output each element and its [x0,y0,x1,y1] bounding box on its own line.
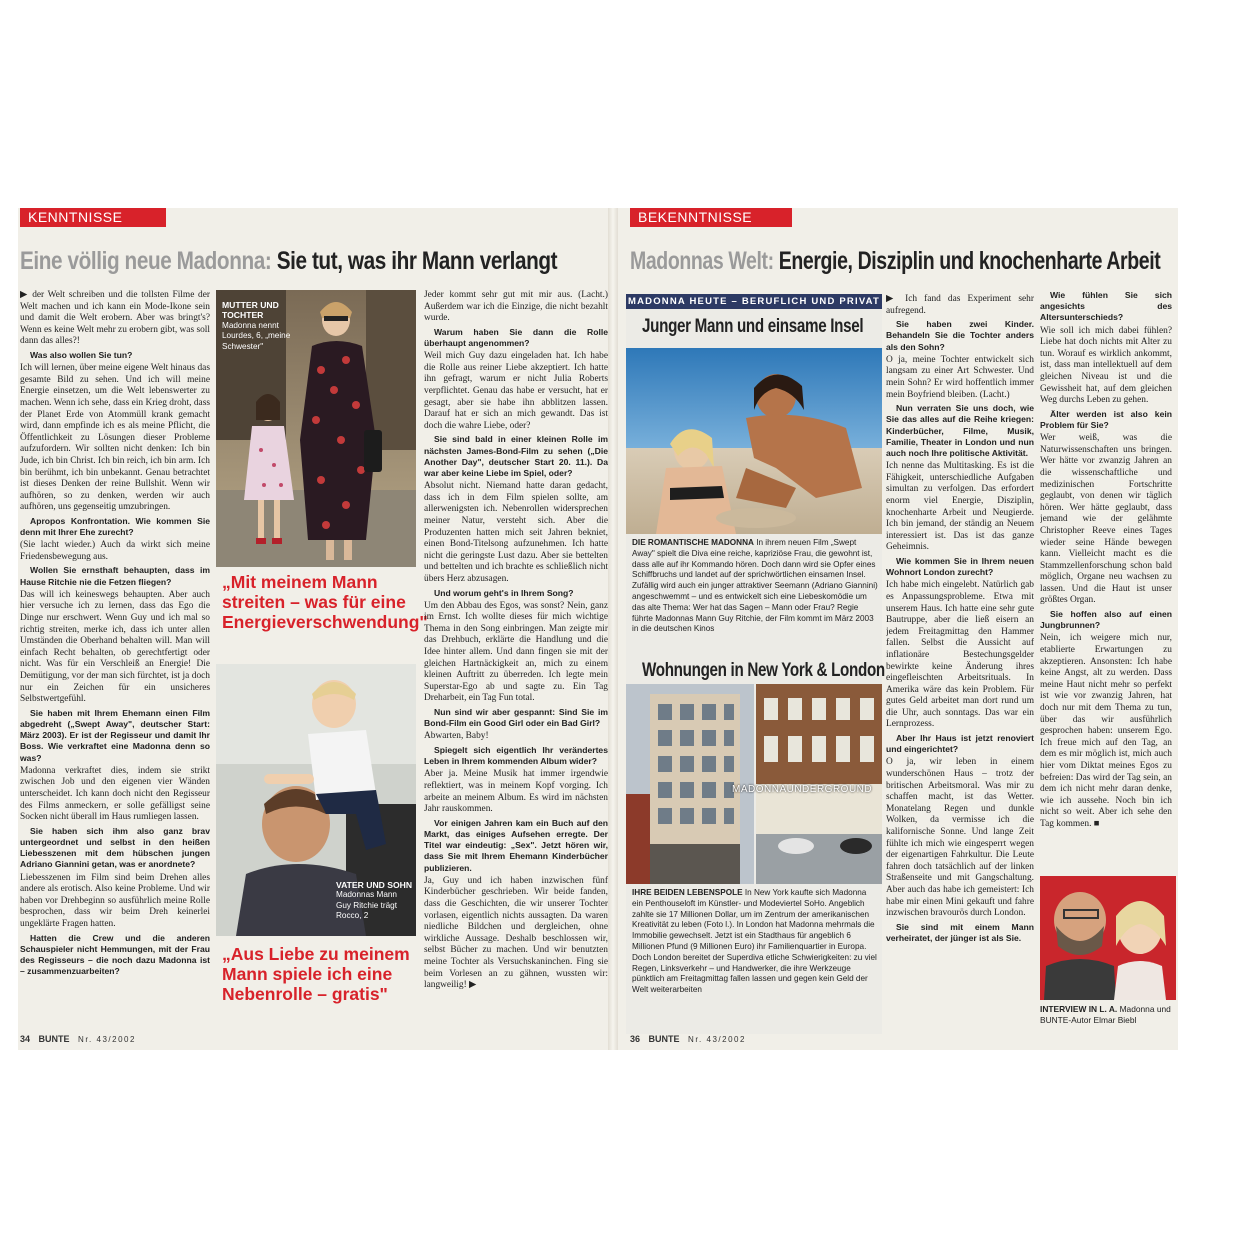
interview-question: Sie haben mit Ihrem Ehemann einen Film abgedreht („Swept Away", deutscher Start: März 2003). Er ist der Regisseur und damit Ihr Boss. Wie verkraftet eine Madonna denn so was? [20,707,210,763]
section-kicker: BEKENNTNISSE [630,208,792,227]
photo1-caption-text: Madonna nennt Lourdes, 6, „meine Schwester" [222,320,291,351]
interview-answer: Aber ja. Meine Musik hat immer irgendwie reflektiert, was in meinem Kopf vorging. Ich arbeite an meinem Album. Es wird im nächsten Jahr rauskommen. [424,769,608,815]
interview-caption [1040,1004,1176,1026]
text-column-3 [1040,290,1172,870]
box-caption-2-text: In New York kaufte sich Madonna ein Penthouseloft im Künstler- und Modeviertel SoHo. Angeblich zahlte sie 17 Millionen Dollar, um im Zentrum der amerikanischen Kreativität zu leben (Foto l.). In London hat Madonna mehrmals die Immobilie gewechselt. Jetzt ist ein Stadthaus für angeblich 6 Millionen Pfund (9 Millionen Euro) ihr Familienquartier in Europa. Doch London bereitet der Superdiva etliche Schwierigkeiten: zu viel Regen, Linksverkehr – und Handwerker, die ihre Werkzeuge pünktlich am Freitagmittag fallen lassen und gegen kein Geld der Welt weiterarbeiten [632,888,877,995]
spread-gutter [608,208,618,1050]
interview-answer: Weil mich Guy dazu eingeladen hat. Ich habe die Rolle aus reiner Liebe akzeptiert. Ich hatte ihn gefragt, warum er nicht Julia Roberts verpflichtet. Genau das habe er versucht, hat er gesagt, aber sie habe ihn abblitzen lassen. Darauf hat er sich an mich gewandt. Das ist doch die wahre Liebe, oder? [424,351,608,431]
folio-magazine: BUNTE [648,1034,680,1044]
interview-answer: O ja, meine Tochter entwickelt sich langsam zu einer Art Schwester. Und mein Sohn? Er wird hoffentlich immer mein Boyfriend bleiben. (Lacht.) [886,354,1034,400]
interview-question: Vor einigen Jahren kam ein Buch auf den Markt, das einiges Aufsehen erregte. Der Titel war eindeutig: „Sex". Jetzt hören wir, dass Sie mit Ihrem Ehemann Kinderbücher publizieren. [424,817,608,873]
box-subhead-2: Wohnungen in New York & London [642,660,885,681]
page-headline [20,246,557,276]
text-column-1 [20,290,210,1030]
interview-question: Sie sind mit einem Mann verheiratet, der jünger ist als Sie. [886,921,1034,943]
interview-question: Warum haben Sie dann die Rolle überhaupt angenommen? [424,326,608,348]
magazine-spread [18,208,1178,1050]
folio-issue: Nr. 43/2002 [688,1035,746,1044]
interview-question: Wie kommen Sie in Ihrem neuen Wohnort London zurecht? [886,555,1034,578]
interview-question: Nun verraten Sie uns doch, wie Sie das alles auf die Reihe kriegen: Kinderbücher, Filme, Musik, Familie, Theater in London und nun auch noch Ihre politische Aktivität. [886,403,1034,458]
interview-question: Aber Ihr Haus ist jetzt renoviert und eingerichtet? [886,733,1034,755]
interview-answer: (Sie lacht wieder.) Auch da wirkt sich meine Friedensbewegung aus. [20,540,210,562]
photo-father-son [216,664,416,936]
interview-question: Hatten die Crew und die anderen Schauspieler nicht Hemmungen, mit der Frau des Regisseurs – die noch dazu Madonna ist – zusammenzuarbeiten? [20,932,210,977]
box-caption-1-lead: DIE ROMANTISCHE MADONNA [632,538,754,547]
photo-interview [1040,876,1176,1000]
photo-beach-scene [626,348,882,534]
interview-question: Sie sind bald in einer kleinen Rolle im nächsten James-Bond-Film zu sehen („Die Another Day", deutscher Start 20. 11.). Da war aber keine Liebe im Spiel, oder? [424,434,608,478]
interview-question: Apropos Konfrontation. Wie kommen Sie denn mit Ihrer Ehe zurecht? [20,515,210,538]
interview-question: Sie haben sich ihm also ganz brav untergeordnet und selbst in den heißen Liebesszenen mit dem hübschen jungen Adriano Giannini getan, was er anordnete? [20,825,210,870]
folio-page-number: 34 [20,1034,31,1044]
interview-question: Und worum geht's in Ihrem Song? [434,587,574,598]
interview-answer: Jeder kommt sehr gut mit mir aus. (Lacht.) Außerdem war ich die Einzige, die nicht bezahlt wurde. [424,290,608,324]
photo-mother-daughter [216,290,416,567]
page-folio-left [20,1034,136,1044]
interview-question: Spiegelt sich eigentlich Ihr verändertes Leben in Ihrem kommenden Album wider? [424,745,608,767]
interview-question: Wie fühlen Sie sich angesichts des Altersunterschieds? [1040,290,1172,323]
watermark: MADONNAUNDERGROUND [732,784,873,795]
section-kicker: KENNTNISSE [20,208,166,227]
headline-dark-part: Energie, Disziplin und knochenharte Arbeit [778,247,1161,275]
headline-dark-part: Sie tut, was ihr Mann verlangt [276,247,558,275]
interview-answer: ▶ Ich fand das Experiment sehr aufregend. [886,294,1034,316]
headline-grey-part: Madonnas Welt: [630,247,774,275]
left-page [18,208,608,1050]
interview-answer: Abwarten, Baby! [424,731,489,742]
folio-issue: Nr. 43/2002 [78,1035,136,1044]
interview-answer: Ja, Guy und ich haben inzwischen fünf Kinderbücher geschrieben. Wir beide fanden, dass die Geschichten, die wir unserer Tochter vorlasen, eigentlich nichts aussagten. Da waren niedliche Bildchen und dergleichen, ohne wirkliche Aussage. Deshalb beschlossen wir, selbst Bücher zu machen. Und wir benutzten meine Tochter als Versuchskaninchen. Fing sie beim Vorlesen an zu gähnen, wussten wir: langweilig! ▶ [424,875,608,991]
photo2-caption-text: Madonnas Mann Guy Ritchie trägt Rocco, 2 [336,890,397,921]
photo1-caption [222,300,302,352]
interview-answer: ▶ der Welt schreiben und die tollsten Filme der Welt machen und ich kann ein Mode-Ikone sein und damit die Welt erobern. Aber was bringt's? Wenn es keine Welt mehr zu erobern gibt, was soll dann das alles?! [20,290,210,347]
interview-question: Sie haben zwei Kinder. Behandeln Sie die Tochter anders als den Sohn? [886,319,1034,352]
interview-caption-text: Madonna und BUNTE-Autor Elmar Biebl [1040,1004,1171,1025]
box-caption-2 [632,888,878,996]
page-headline [630,246,1160,276]
right-page [618,208,1178,1050]
text-column-2 [886,294,1034,1032]
headline-grey-part: Eine völlig neue Madonna: [20,247,272,275]
interview-answer: O ja, wir leben in einem wunderschönen Haus – trotz der britischen Arbeitsmoral. Was mir zu schaffen macht, ist das Wetter. Monatelang Regen und dunkle Wolken, da vermisse ich die kalifornische Sonne. Und lange Zeit fühlte ich mich wie eingesperrt wegen der eigenartigen Fahrkultur. Die Leute fahren doch tatsächlich auf der linken Straßenseite und mit Gangschaltung. Aber auch das habe ich gemeistert: Ich habe mir einen Mini gekauft und fahre inzwischen bravourös durch London. [886,757,1034,919]
photo2-caption-title: VATER UND SOHN [336,880,413,890]
interview-question: Was also wollen Sie tun? [30,349,133,360]
photo1-caption-title: MUTTER UND TOCHTER [222,300,279,321]
interview-answer: Ich habe mich eingelebt. Natürlich gab es Anpassungsprobleme. Etwa mit unserem Haus. Ich hatte eine sehr gute Bautruppe, aber die ließ eisern an jedem Freitagmittag den Hammer fallen. Selbst die Aussicht auf inflationäre Bestechungsgelder bewirkte keine Änderung ihres eingefleischten Arbeitsrituals. In Amerika wäre das kein Problem. Für gutes Geld arbeitet man dort rund um die Uhr, auch sonntags. Das war ein Lernprozess. [886,580,1034,730]
interview-answer: Das will ich keineswegs behaupten. Aber auch hier versuche ich zu lernen, dass das Ego die Dinge nur erschwert. Wenn Guy und ich mal so richtig streiten, merke ich, dass ich unter allen Umständen die Oberhand behalten will. Man will einfach Recht behalten, ob gerechtfertigt oder nicht. Was für ein Verschleiß an Energie! Die Demütigung, vor der man sich fürchtet, ist ja doch nur ein Zeichen für ein unsicheres Selbstwertgefühl. [20,589,210,705]
interview-answer: Absolut nicht. Niemand hatte daran gedacht, dass ich in dem Film spielen sollte, am allerwenigsten ich. Nebenrollen widersprechen meiner Natur, versteht sich. Aber die Produzenten hatten mich seit Jahren bekniet, einen Bond-Titelsong aufzunehmen. Ich hatte nicht die geringste Lust dazu. Aber sie bettelten und bettelten und ich brachte es schließlich nicht übers Herz abzusagen. [424,481,608,584]
interview-illustration [1040,876,1176,1000]
photo2-caption [336,880,414,922]
pull-quote-1: „Mit meinem Mann streiten – was für eine Energieverschwendung" [222,572,428,632]
interview-answer: Wie soll ich mich dabei fühlen? Liebe hat doch nichts mit Alter zu tun. Worauf es wirklich ankommt, ist, dass man intellektuell auf dem gleichen Niveau ist und die Gewissheit hat, auf dem gleichen Weg durchs Leben zu gehen. [1040,325,1172,406]
pull-quote-2: „Aus Liebe zu meinem Mann spiele ich eine Nebenrolle – gratis" [222,944,410,1004]
interview-question: Sie hoffen also auf einen Jungbrunnen? [1040,609,1172,631]
info-box-bar: MADONNA HEUTE – BERUFLICH UND PRIVAT [627,296,881,307]
interview-answer: Ich nenne das Multitasking. Es ist die Fähigkeit, unterschiedliche Aufgaben simultan zu verfolgen. Das erfordert enorm viel Energie, Disziplin, knochenharte Arbeit und Neugierde. Ich bin jemand, der ständig an Neuem interessiert ist. Das ist das ganze Geheimnis. [886,461,1034,553]
page-folio-right [630,1034,746,1044]
box-caption-1 [632,538,878,635]
box-subhead-1: Junger Mann und einsame Insel [642,316,864,337]
folio-magazine: BUNTE [38,1034,70,1044]
beach-illustration [626,348,882,534]
interview-question: Wollen Sie ernsthaft behaupten, dass im Hause Ritchie nie die Fetzen fliegen? [20,565,210,587]
interview-answer: Ich will lernen, über meine eigene Welt hinaus das gesamte Bild zu sehen. Und ich will meine Energie einsetzen, um die Welt lebenswerter zu machen. Wenn ich sehe, dass ein Krieg droht, dass der Planet Erde von Atommüll krank gemacht wird, dann empfinde ich es als meine Pflicht, die Öffentlichkeit zu Lösungen dieser Probleme aufzufordern. Wir sollten nicht denken: Ich bin Jude, ich bin Christ. Ich bin reich, ich bin arm. Ich bin berühmt, ich bin unbekannt. Genau betrachtet ist dieses Denken der reine Bullshit. Wenn wir aufhören, so zu denken, werden wir auch aufhören, uns gegenseitig umzubringen. [20,363,210,513]
interview-caption-lead: INTERVIEW IN L. A. [1040,1004,1118,1014]
interview-answer: Um den Abbau des Egos, was sonst? Nein, ganz im Ernst. Ich wollte dieses für mich wichtige Thema in den Song einbringen. Man zeigte mir das Drehbuch, erklärte die Handlung und die Idee hinter allem. Und dann fingen sie mit der gleichen Hartnäckigkeit an, mich zu einem kleinen Auftritt zu überreden. Ich legte mein Superstar-Ego ab und sagte zu. Ein Tag Dreharbeit, ein Tag Fun total. [424,600,608,704]
text-column-3 [424,290,608,1030]
interview-answer: Liebesszenen im Film sind beim Drehen alles andere als erotisch. Also keine Probleme. Und wir haben vor Drehbeginn so ausführlich meine Rolle besprochen, dass wir beim Dreh keinerlei ungeklärte Fragen hatten. [20,872,210,929]
interview-question: Älter werden ist also kein Problem für Sie? [1040,408,1172,430]
folio-page-number: 36 [630,1034,641,1044]
interview-answer: Wer weiß, was die Naturwissenschaften uns bringen. Wer hätte vor zwanzig Jahren an die wissenschaftliche und medizinischen Fortschritte geglaubt, von denen wir täglich hören. Wer hätte geglaubt, dass jemand wie der gelähmte Christopher Reeve eines Tages wieder seine Hände bewegen kann. Vielleicht macht es die Stammzellenforschung schon bald möglich, Organe neu wachsen zu lassen. Und die Haut ist unser größtes Organ. [1040,433,1172,606]
interview-answer: Madonna verkraftet dies, indem sie strikt zwischen Job und den eigenen vier Wänden unterscheidet. Ich kann doch nicht den Regisseur des Films anmeckern, er solle gefälligst seine Socken nicht überall im Haus rumliegen lassen. [20,765,210,823]
box-caption-1-text: In ihrem neuen Film „Swept Away" spielt die Diva eine reiche, kapriziöse Frau, die gewohnt ist, dass alle auf ihr Kommando hören. Doch dann wird sie Opfer eines Schiffbruchs und landet auf der sprichwörtlichen einsamen Insel. Zufällig wird auch ein junger attraktiver Seemann (Adriano Giannini) angeschwemmt – und es entwickelt sich eine Liebeskomödie um das alte Thema: Wer hat das Sagen – Mann oder Frau? Regie führte Madonnas Mann Guy Ritchie, der Film kommt im März 2003 in die deutschen Kinos [632,538,878,634]
interview-question: Nun sind wir aber gespannt: Sind Sie im Bond-Film ein Good Girl oder ein Bad Girl? [424,707,608,729]
box-caption-2-lead: IHRE BEIDEN LEBENSPOLE [632,888,743,897]
interview-answer: Nein, ich weigere mich nur, etablierte Erwartungen zu akzeptieren. Ansonsten: Ich habe keine Angst, alt zu werden. Dass meine Haut nicht mehr so perfekt ist wie vor zwanzig Jahren, hat doch nur mit dem Thema zu tun, über das wir ausführlich gesprochen haben: unserem Ego. Ich freue mich auf den Tag, an dem es mir möglich ist, mich auch hier vom Diktat meines Egos zu befreien: Das wird der Tag sein, an dem ich nicht mehr daran denke, wie ich aussehe. Noch bin ich nicht so weit. Aber ich sehe den Tag kommen. ■ [1040,633,1172,829]
